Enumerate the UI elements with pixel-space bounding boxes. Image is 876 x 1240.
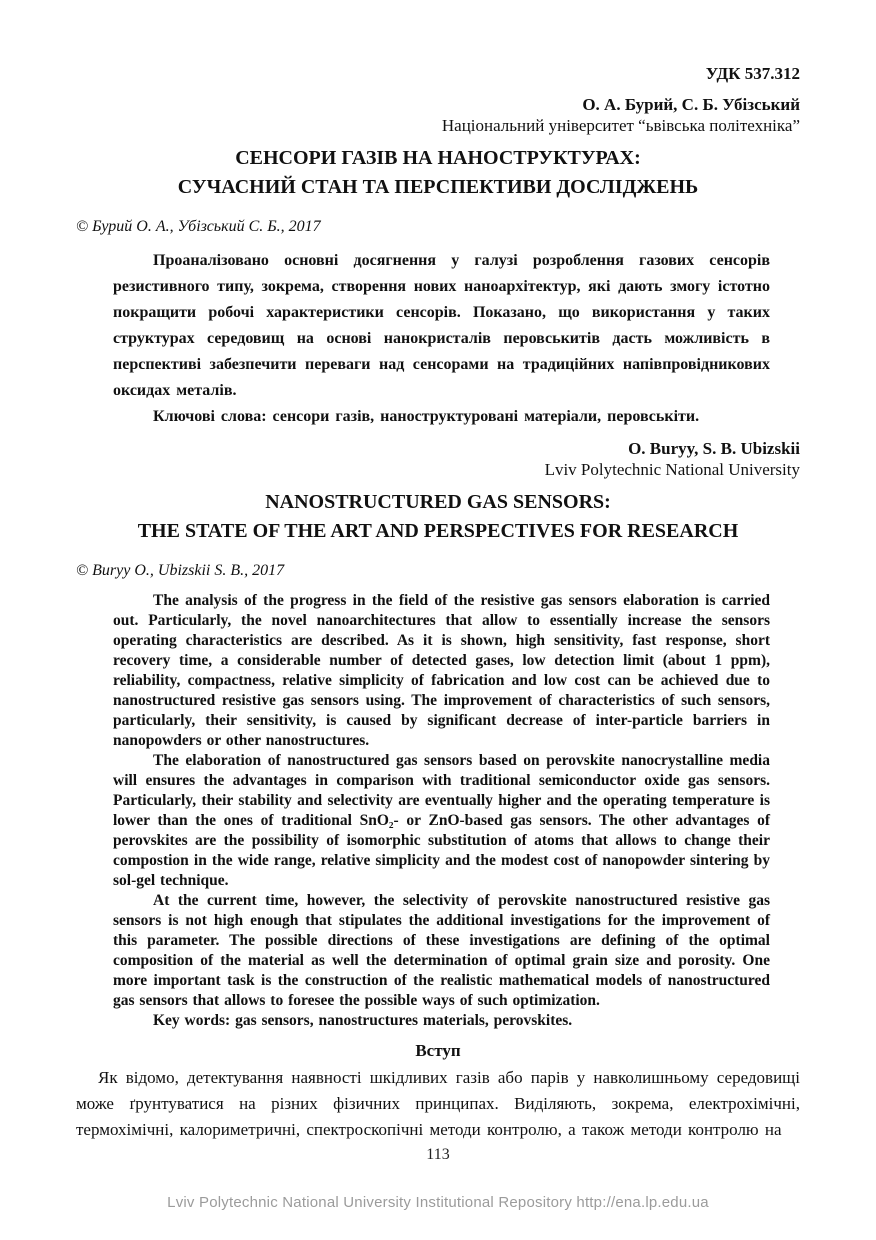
abstract-english-paragraph-3: At the current time, however, the selectivity of perovskite nanostructured resistive gas sensors is not high enough that stipulates the additional investigations for the improvement of this parameter. The possible directions of these investigations are defining of the optimal composition of the material as well the determination of optimal grain size and porosity. One more important task is the construction of the realistic mathematical models of nanostructured gas sensors that allows to foresee the possible ways of such optimization. bbox=[113, 892, 770, 1009]
abstract-english-paragraph-1: The analysis of the progress in the field of the resistive gas sensors elaboration is carried out. Particularly, the novel nanoarchitectures that allow to essentially increase the sensors operating characteristics are described. As it is shown, high sensitivity, fast response, short recovery time, a considerable number of detected gases, low detection limit (about 1 ppm), reliability, compactness, relative simplicity of fabrication and low cost can be achieved due to nanostructured resistive gas sensors using. The improvement of characteristics of such sensors, particularly, their sensitivity, is caused by significant decrease of inter-particle barriers in nanopowders or other nanostructures. bbox=[113, 592, 770, 749]
authors-english: O. Buryy, S. B. Ubizskii bbox=[628, 439, 800, 458]
title-ukrainian-line2: СУЧАСНИЙ СТАН ТА ПЕРСПЕКТИВИ ДОСЛІДЖЕНЬ bbox=[177, 176, 699, 198]
abstract-ukrainian-text: Проаналізовано основні досягнення у галузі розроблення газових сенсорів резистивного типу, зокрема, створення нових наноархітектур, які дають змогу істотно покращити робочі характеристики сенсорів. Показано, що використання у таких структурах середовищ на основі нанокристалів перовськитів дасть можливість в перспективі забезпечити переваги над сенсорами на традиційних напівпровідникових оксидах металів. bbox=[113, 252, 770, 399]
affiliation-ukrainian: Національний університет “ьвівська політехніка” bbox=[441, 116, 800, 135]
title-english-line1: NANOSTRUCTURED GAS SENSORS: bbox=[265, 491, 611, 513]
title-english bbox=[76, 488, 800, 546]
abstract-english bbox=[113, 591, 770, 1031]
keywords-english: Key words: gas sensors, nanostructures materials, perovskites. bbox=[153, 1012, 573, 1029]
title-ukrainian bbox=[76, 144, 800, 202]
affiliation-english: Lviv Polytechnic National University bbox=[544, 460, 800, 479]
title-ukrainian-line1: СЕНСОРИ ГАЗІВ НА НАНОСТРУКТУРАХ: bbox=[235, 147, 641, 169]
abstract-english-paragraph-2: The elaboration of nanostructured gas sensors based on perovskite nanocrystalline media will ensures the advantages in comparison with traditional semiconductor oxide gas sensors. Particularly, their stability and selectivity are eventually higher and the operating temperature is lower than the ones of traditional SnO₂- or ZnO-based gas sensors. The other advantages of perovskites are the possibility of isomorphic substitution of atoms that allows to change their compostion in the wide range, relative simplicity and the modest cost of nanopowder sintering by sol-gel technique. bbox=[113, 752, 770, 889]
copyright-english: © Buryy O., Ubizskii S. B., 2017 bbox=[76, 562, 285, 579]
copyright-ukrainian: © Бурий О. А., Убізський С. Б., 2017 bbox=[76, 218, 321, 235]
keywords-ukrainian: Ключові слова: сенсори газів, наноструктуровані матеріали, перовськіти. bbox=[153, 408, 700, 425]
introduction-heading: Вступ bbox=[415, 1041, 461, 1060]
page-number: 113 bbox=[426, 1146, 450, 1163]
introduction-paragraph: Як відомо, детектування наявності шкідливих газів або парів у навколишньому середовищі може ґрунтуватися на різних фізичних принципах. Виділяють, зокрема, електрохімічні, термохімічні, калориметричні, спектроскопічні методи контролю, а також методи контролю на bbox=[76, 1068, 800, 1139]
title-english-line2: THE STATE OF THE ART AND PERSPECTIVES FOR RESEARCH bbox=[137, 520, 739, 542]
authors-ukrainian: О. А. Бурий, С. Б. Убізський bbox=[582, 95, 800, 114]
abstract-ukrainian bbox=[113, 248, 770, 430]
repository-footer: Lviv Polytechnic National University Institutional Repository http://ena.lp.edu.ua bbox=[167, 1194, 709, 1211]
udc-code: УДК 537.312 bbox=[705, 64, 800, 83]
